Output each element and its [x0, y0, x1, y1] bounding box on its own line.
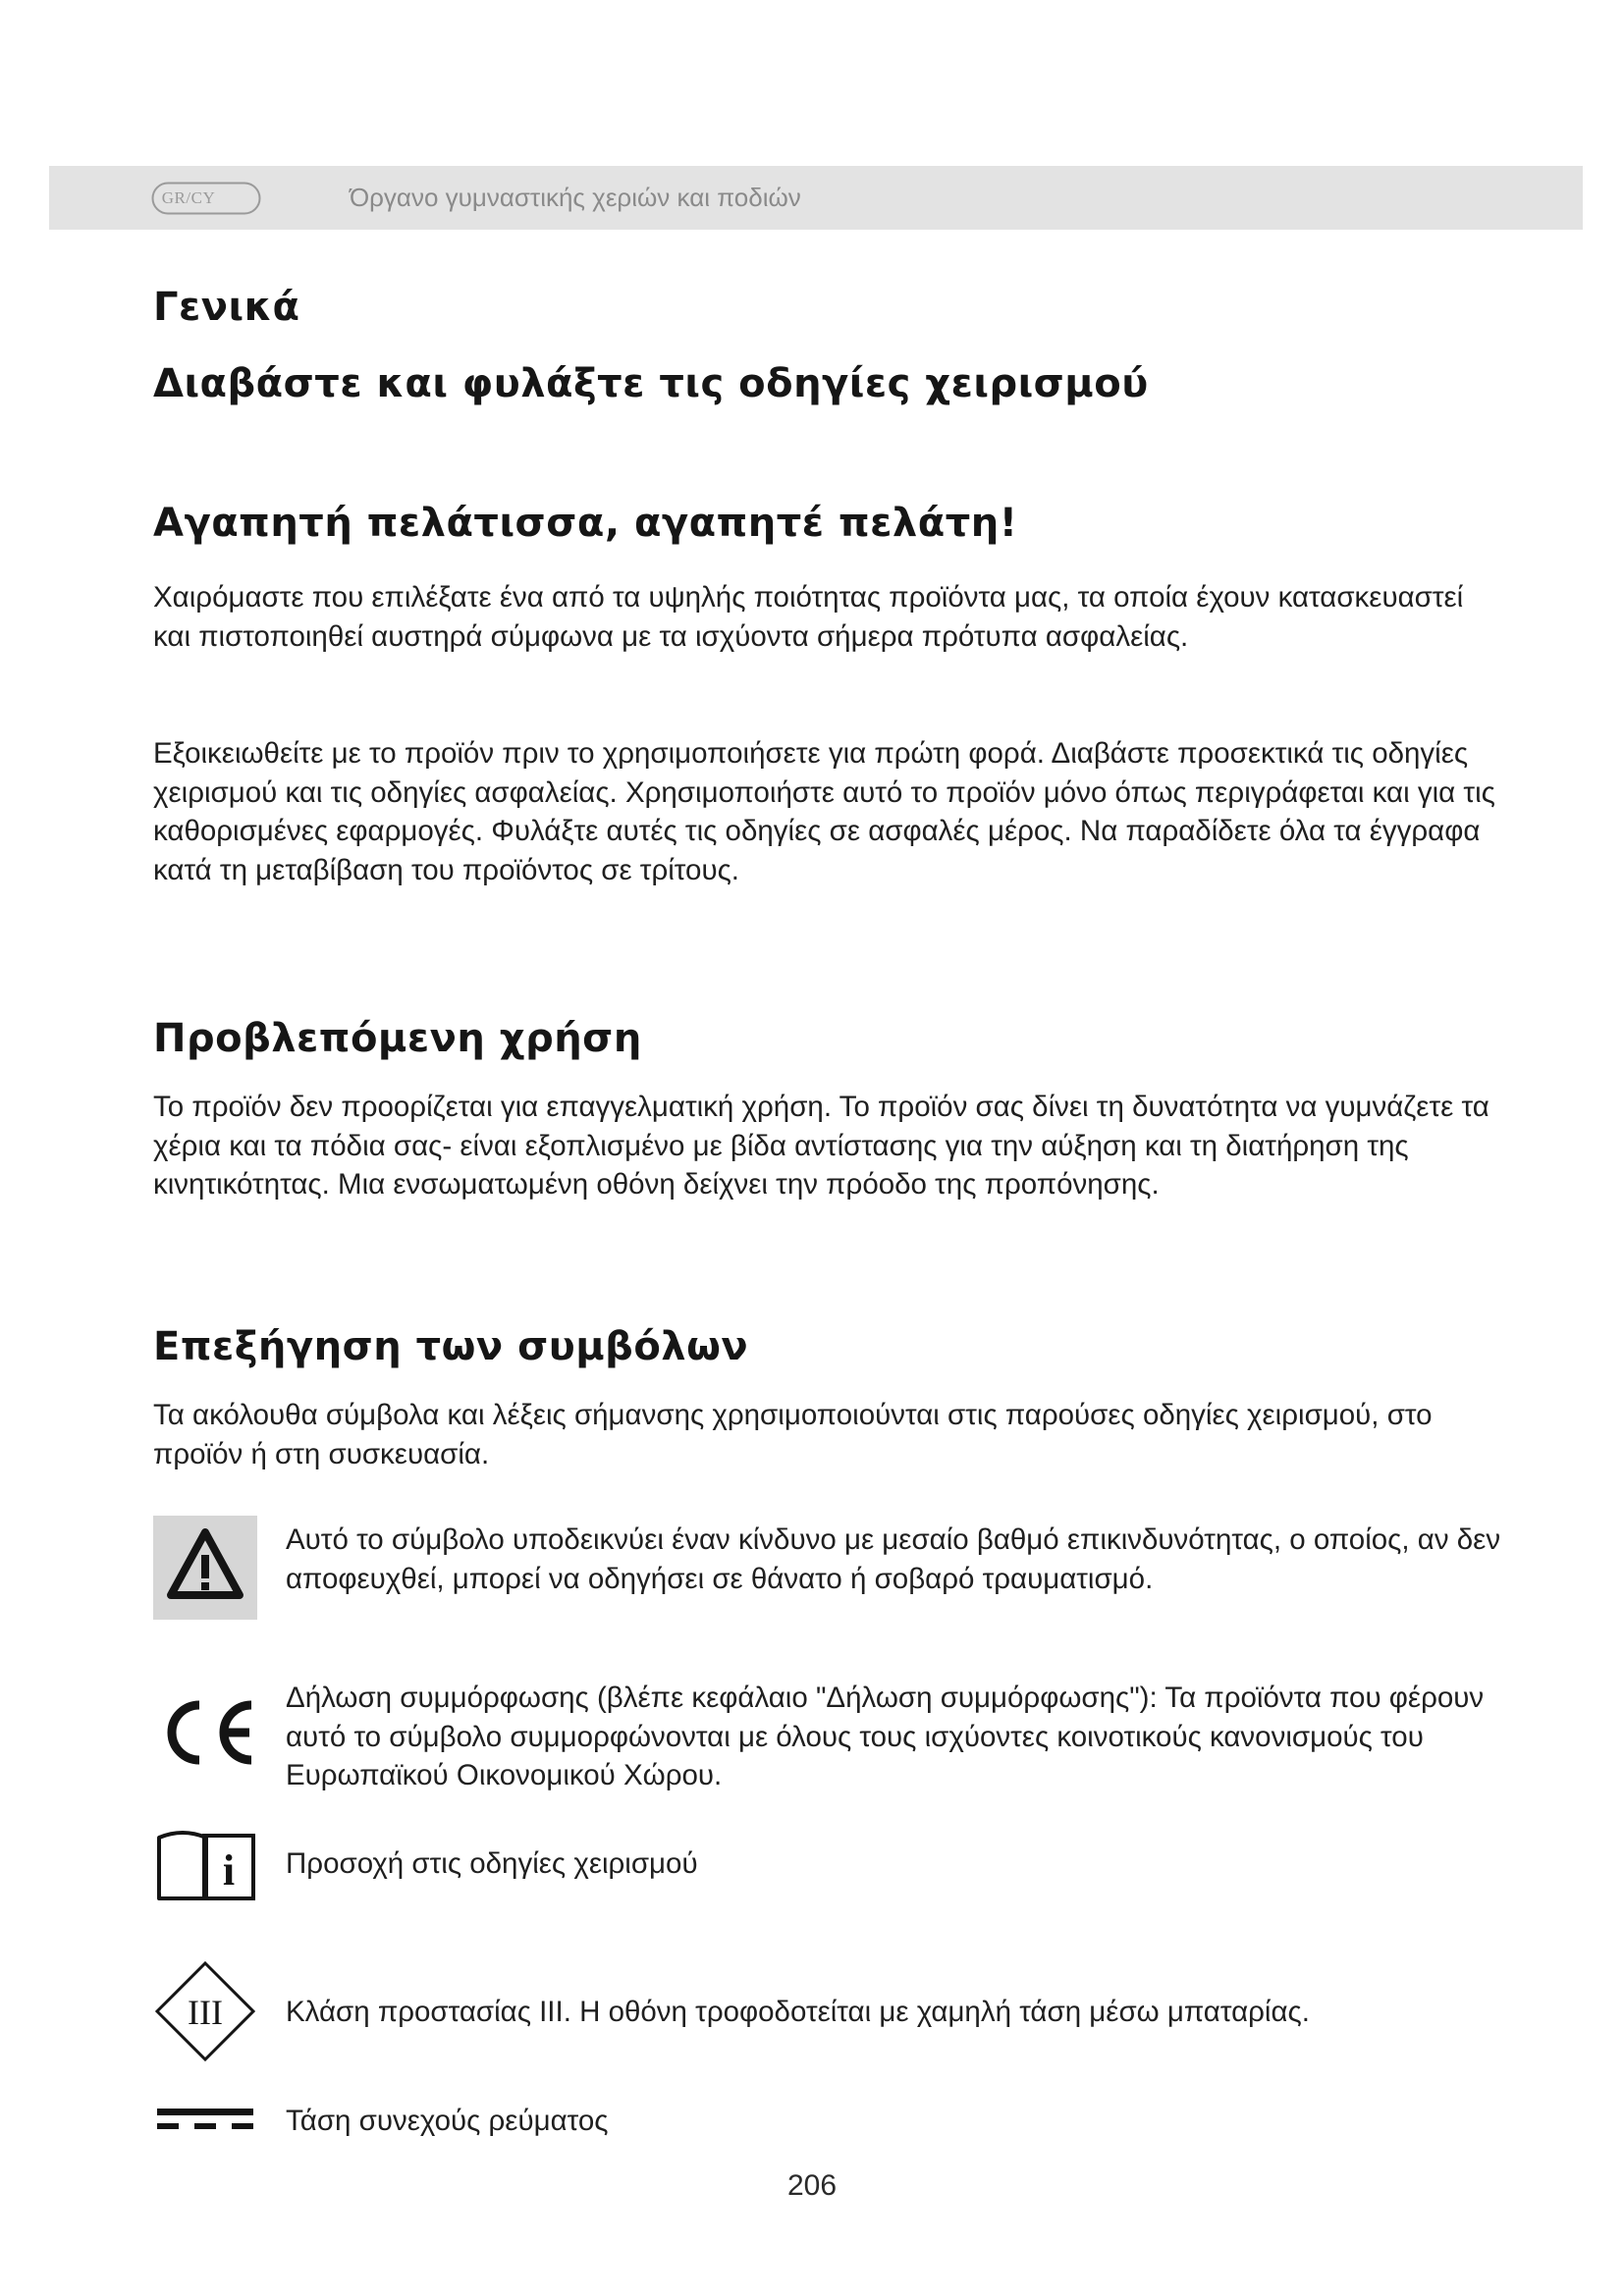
general-heading: Γενικά: [153, 285, 300, 330]
symbol-warning-text: Αυτό το σύμβολο υποδεικνύει έναν κίνδυνο με μεσαίο βαθμό επικινδυνότητας, ο οποίος, αν δεν αποφευχθεί, μπορεί να οδηγήσει σε θάνατο ή σοβαρό τραυματισμό.: [286, 1523, 1501, 1595]
symbol-ce-text: Δήλωση συμμόρφωσης (βλέπε κεφάλαιο "Δήλωση συμμόρφωσης"): Τα προϊόντα που φέρουν αυτό το σύμβολο συμμορφώνονται με όλους τους ισχύοντες κοινοτικούς κανονισμούς του Ευρωπαϊκού Οικονομικού Χώρου.: [286, 1682, 1485, 1791]
ce-mark-icon: [153, 1697, 257, 1773]
warning-triangle-icon: [153, 1516, 257, 1625]
page-number: 206: [786, 2169, 838, 2202]
familiarize-paragraph: Εξοικειωθείτε με το προϊόν πριν το χρησιμοποιήσετε για πρώτη φορά. Διαβάστε προσεκτικά τις οδηγίες χειρισμού και τις οδηγίες ασφαλείας. Χρησιμοποιήστε αυτό το προϊόν μόνο όπως περιγράφεται και για τις καθορισμένες εφαρμογές. Φυλάξτε αυτές τις οδηγίες σε ασφαλές μέρος. Να παραδίδετε όλα τα έγγραφα κατά τη μεταβίβαση του προϊόντος σε τρίτους.: [153, 737, 1495, 886]
symbol-direct-current-text: Τάση συνεχούς ρεύματος: [286, 2105, 609, 2137]
svg-text:i: i: [222, 1846, 236, 1895]
language-badge: [151, 182, 261, 215]
direct-current-icon: [153, 2107, 257, 2137]
language-code: GR/CY: [161, 188, 216, 207]
intended-use-paragraph: Το προϊόν δεν προορίζεται για επαγγελματική χρήση. Το προϊόν σας δίνει τη δυνατότητα να γυμνάζετε τα χέρια και τα πόδια σας- είναι εξοπλισμένο με βίδα αντίστασης για την αύξηση και τη διατήρηση της κινητικότητας. Μια ενσωματωμένη οθόνη δείχνει την πρόοδο της προπόνησης.: [153, 1091, 1489, 1201]
symbols-intro-paragraph: Τα ακόλουθα σύμβολα και λέξεις σήμανσης χρησιμοποιούνται στις παρούσες οδηγίες χειρισμού, στο προϊόν ή στη συσκευασία.: [153, 1399, 1433, 1470]
symbol-manual-text: Προσοχή στις οδηγίες χειρισμού: [286, 1847, 698, 1880]
symbols-heading: Επεξήγηση των συμβόλων: [153, 1324, 749, 1369]
greeting-heading: Αγαπητή πελάτισσα, αγαπητέ πελάτη!: [153, 501, 1018, 546]
header-title: Όργανο γυμναστικής χεριών και ποδιών: [350, 183, 801, 212]
intended-use-heading: Προβλεπόμενη χρήση: [153, 1016, 642, 1061]
read-instructions-heading: Διαβάστε και φυλάξτε τις οδηγίες χειρισμού: [153, 361, 1149, 406]
protection-class-iii-icon: [153, 1959, 257, 2068]
greeting-paragraph: Χαιρόμαστε που επιλέξατε ένα από τα υψηλής ποιότητας προϊόντα μας, τα οποία έχουν κατασκευαστεί και πιστοποιηθεί αυστηρά σύμφωνα με τα ισχύοντα σήμερα πρότυπα ασφαλείας.: [153, 581, 1464, 653]
header-band: [49, 166, 1583, 230]
protection-class-label: III: [188, 1993, 223, 2032]
symbol-protection-class-text: Κλάση προστασίας III. Η οθόνη τροφοδοτείται με χαμηλή τάση μέσω μπαταρίας.: [286, 1996, 1310, 2028]
manual-info-icon: [153, 1828, 259, 1907]
